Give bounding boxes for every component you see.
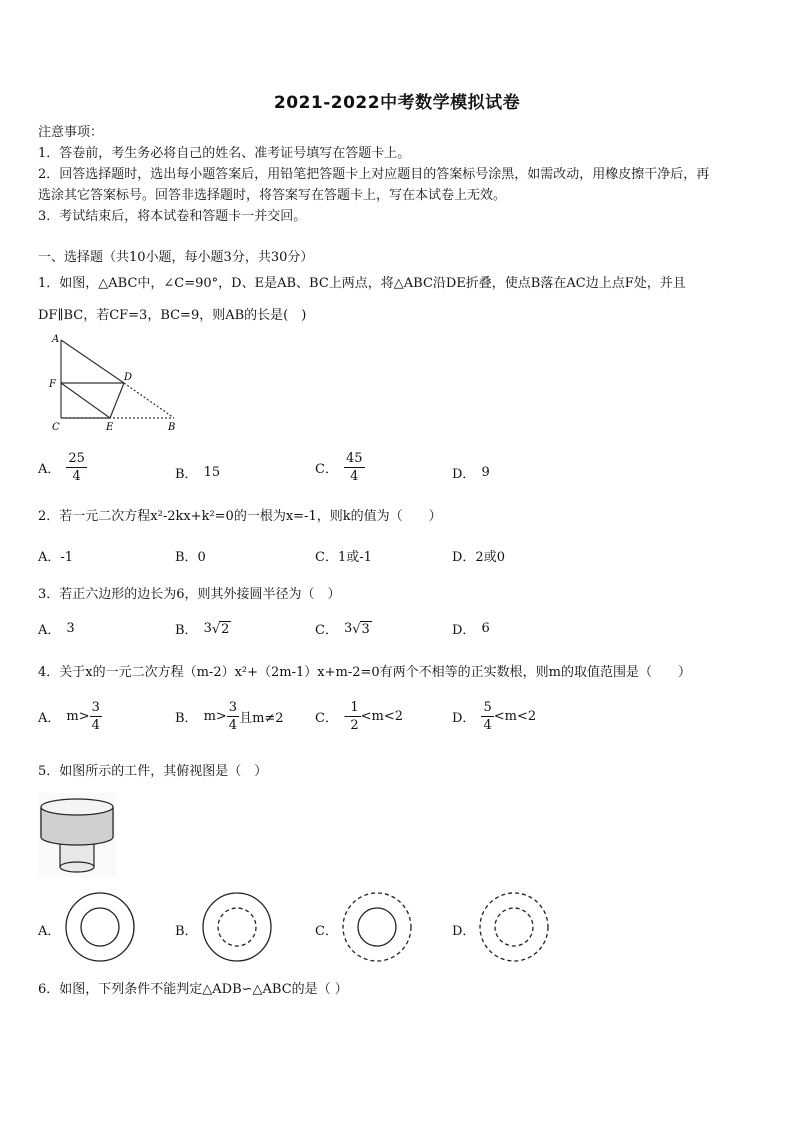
fig-label-f: F [49, 379, 56, 390]
q3-option-c[interactable]: C． 3 √ 3 [315, 621, 370, 638]
notice-item-2-cont: 选涂其它答案标号。回答非选择题时，将答案写在答题卡上，写在本试卷上无效。 [38, 188, 507, 203]
q1-option-c[interactable]: C． $\frac{45}{4}$ [315, 451, 363, 484]
q3-option-d[interactable]: D． 6 [452, 621, 490, 638]
q2-stem: 2．若一元二次方程x²-2kx+k²=0的一根为x=-1，则k的值为（ ） [38, 509, 442, 524]
q5-stem: 5．如图所示的工件，其俯视图是（ ） [38, 764, 268, 779]
workpiece-3d-figure [38, 793, 118, 878]
q1-triangle-figure [44, 334, 194, 434]
sqrt: √ 3 [352, 621, 370, 637]
q5-option-d-view[interactable] [476, 889, 552, 965]
q3-stem: 3．若正六边形的边长为6，则其外接圆半径为（ ） [38, 587, 341, 602]
fraction: $\frac{5}{4}$ [483, 700, 492, 733]
fraction: $\frac{45}{4}$ [345, 451, 363, 484]
q4-option-d[interactable]: D． $\frac{5}{4}$ <m<2 [452, 700, 537, 733]
q4-stem: 4．关于x的一元二次方程（m-2）x²+（2m-1）x+m-2=0有两个不相等的正实数根，则m的取值范围是（ ） [38, 665, 691, 680]
q4-option-b[interactable]: B． m> $\frac{3}{4}$ 且m≠2 [175, 700, 284, 733]
q1-option-d[interactable]: D． 9 [452, 465, 490, 482]
fig-label-d: D [124, 372, 133, 383]
q5-option-b-label[interactable]: B． [175, 924, 198, 939]
q5-option-b-view[interactable] [199, 889, 275, 965]
fraction: $\frac{1}{2}$ [350, 700, 359, 733]
q4-option-a[interactable]: A． m> $\frac{3}{4}$ [38, 700, 100, 733]
notice-heading: 注意事项： [38, 125, 104, 140]
fraction: $\frac{25}{4}$ [68, 451, 85, 484]
q3-option-b[interactable]: B． 3 √ 2 [175, 621, 230, 638]
q4-option-c[interactable]: C． - $\frac{1}{2}$ <m<2 [315, 700, 404, 733]
q1-option-a[interactable]: A． $\frac{25}{4}$ [38, 451, 85, 484]
q2-option-a[interactable]: A．-1 [38, 550, 74, 565]
q6-stem: 6．如图，下列条件不能判定△ADB∽△ABC的是（ ） [38, 982, 348, 997]
fig-label-c: C [52, 422, 60, 433]
notice-item-2: 2．回答选择题时，选出每小题答案后，用铅笔把答题卡上对应题目的答案标号涂黑，如需改动，用橡皮擦干净后，再 [38, 167, 710, 182]
sqrt: √ 2 [211, 621, 230, 637]
notice-item-1: 1．答卷前，考生务必将自己的姓名、准考证号填写在答题卡上。 [38, 146, 411, 161]
q1-stem-line2: DF∥BC，若CF=3，BC=9，则AB的长是( ) [38, 308, 307, 323]
q1-option-b[interactable]: B． 15 [175, 465, 221, 482]
q5-option-c-view[interactable] [339, 889, 415, 965]
fig-label-b: B [168, 422, 176, 433]
q5-option-c-label[interactable]: C． [315, 924, 338, 939]
q3-option-a[interactable]: A． 3 [38, 621, 75, 638]
q5-option-a-label[interactable]: A． [38, 924, 61, 939]
q5-option-d-label[interactable]: D． [452, 924, 476, 939]
q2-option-b[interactable]: B．0 [175, 550, 206, 565]
q5-option-a-view[interactable] [62, 889, 138, 965]
q2-option-c[interactable]: C．1或-1 [315, 550, 372, 565]
q2-option-d[interactable]: D．2或0 [452, 550, 505, 565]
fig-label-a: A [52, 334, 60, 345]
section-heading: 一、选择题（共10小题，每小题3分，共30分） [38, 250, 314, 265]
fraction: $\frac{3}{4}$ [91, 700, 100, 733]
fraction: $\frac{3}{4}$ [228, 700, 238, 733]
page-title: 2021-2022中考数学模拟试卷 [273, 93, 521, 113]
q1-stem-line1: 1．如图，△ABC中，∠C=90°，D、E是AB、BC上两点，将△ABC沿DE折叠，使点B落在AC边上点F处，并且 [38, 276, 686, 291]
fig-label-e: E [106, 422, 114, 433]
notice-item-3: 3．考试结束后，将本试卷和答题卡一并交回。 [38, 209, 307, 224]
